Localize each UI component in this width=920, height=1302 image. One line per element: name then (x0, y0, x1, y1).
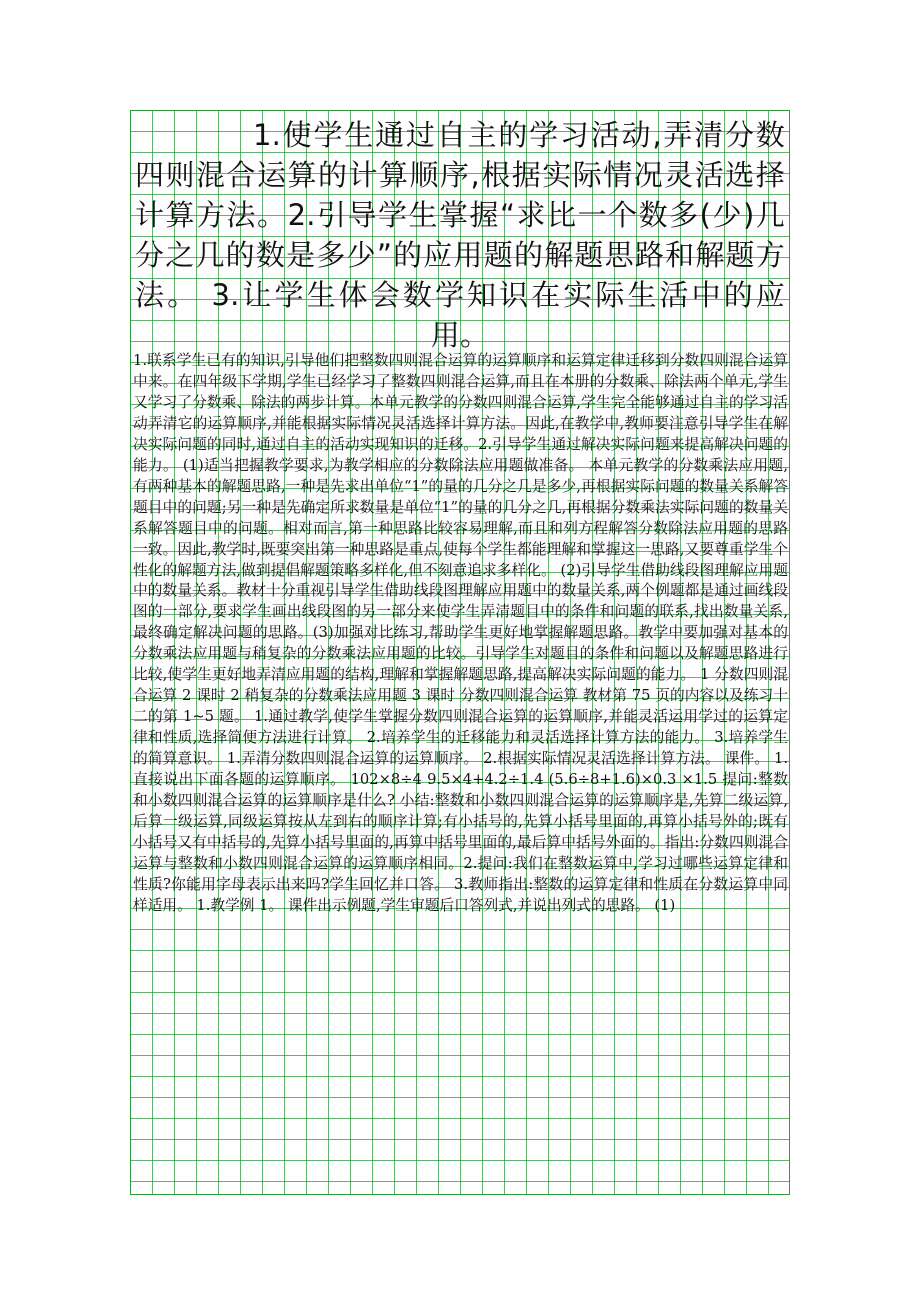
grid-paper-page (130, 110, 790, 1195)
objectives-heading: 1.使学生通过自主的学习活动,弄清分数四则混合运算的计算顺序,根据实际情况灵活选择计算方法。2.引导学生掌握“求比一个数多(少)几分之几的数是多少”的应用题的解题思路和解题方法。 3.让学生体会数学知识在实际生活中的应用。 (135, 118, 785, 352)
lesson-body-text: 1.联系学生已有的知识,引导他们把整数四则混合运算的运算顺序和运算定律迁移到分数四则混合运算中来。在四年级下学期,学生已经学习了整数四则混合运算,而且在本册的分数乘、除法两个单元,学生又学习了分数乘、除法的两步计算。本单元教学的分数四则混合运算,学生完全能够通过自主的学习活动弄清它的运算顺序,并能根据实际情况灵活选择计算方法。因此,在教学中,教师要注意引导学生在解决实际问题的同时,通过自主的活动实现知识的迁移。2.引导学生通过解决实际问题来提高解决问题的能力。 (1)适当把握教学要求,为教学相应的分数除法应用题做准备。 本单元教学的分数乘法应用题,有两种基本的解题思路,一种是先求出单位“1”的量的几分之几是多少,再根据实际问题的数量关系解答题目中的问题;另一种是先确定所求数量是单位“1”的量的几分之几,再根据分数乘法实际问题的数量关系解答题目中的问题。相对而言,第一种思路比较容易理解,而且和列方程解答分数除法应用题的思路一致。因此,教学时,既要突出第一种思路是重点,使每个学生都能理解和掌握这一思路,又要尊重学生个性化的解题方法,做到提倡解题策略多样化,但不刻意追求多样化。 (2)引导学生借助线段图理解应用题中的数量关系。教材十分重视引导学生借助线段图理解应用题中的数量关系,两个例题都是通过画线段图的一部分,要求学生画出线段图的另一部分来使学生弄清题目中的条件和问题的联系,找出数量关系,最终确定解决问题的思路。(3)加强对比练习,帮助学生更好地掌握解题思路。教学中要加强对基本的分数乘法应用题与稍复杂的分数乘法应用题的比较。引导学生对题目的条件和问题以及解题思路进行比较,使学生更好地弄清应用题的结构,理解和掌握解题思路,提高解决实际问题的能力。 1 分数四则混合运算 2 课时 2 稍复杂的分数乘法应用题 3 课时 分数四则混合运算 教材第 75 页的内容以及练习十二的第 1~5 题。 1.通过教学,使学生掌握分数四则混合运算的运算顺序,并能灵活运用学过的运算定律和性质,选择简便方法进行计算。 2.培养学生的迁移能力和灵活选择计算方法的能力。 3.培养学生的简算意识。 1.弄清分数四则混合运算的运算顺序。 2.根据实际情况灵活选择计算方法。 课件。 1.直接说出下面各题的运算顺序。 102×8÷4 9.5×4+4.2÷1.4 (5.6÷8+1.6)×0.3 ×1.5 提问:整数和小数四则混合运算的运算顺序是什么? 小结:整数和小数四则混合运算的运算顺序是,先算二级运算,后算一级运算,同级运算按从左到右的顺序计算;有小括号的,先算小括号里面的,再算小括号外的;既有小括号又有中括号的,先算小括号里面的,再算中括号里面的,最后算中括号外面的。指出:分数四则混合运算与整数和小数四则混合运算的运算顺序相同。2.提问:我们在整数运算中,学习过哪些运算定律和性质?你能用字母表示出来吗?学生回忆并口答。 3.教师指出:整数的运算定律和性质在分数运算中同样适用。 1.教学例 1。 课件出示例题,学生审题后口答列式,并说出列式的思路。 (1) (133, 352, 788, 914)
